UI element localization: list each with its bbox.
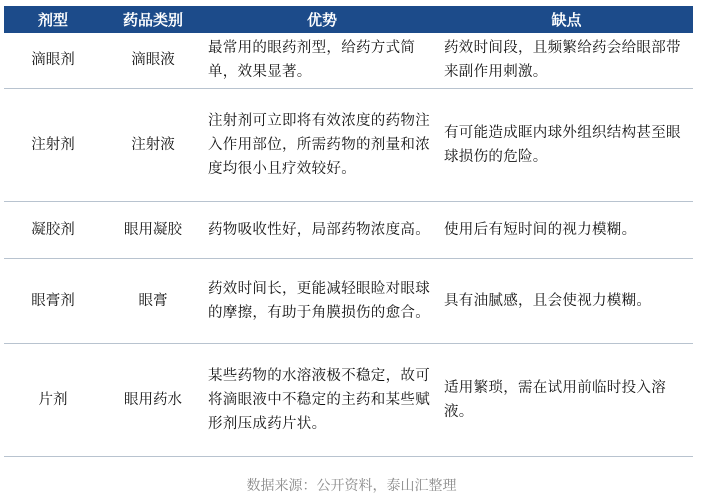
header-disadvantages: 缺点 xyxy=(551,11,582,29)
cell-advantages: 注射剂可立即将有效浓度的药物注入作用部位，所需药物的剂量和浓度均很小且疗效较好。 xyxy=(204,88,440,201)
dosage-form-table xyxy=(4,6,693,457)
cell-dosage-form: 滴眼剂 xyxy=(4,33,102,88)
cell-advantages: 最常用的眼药剂型，给药方式简单，效果显著。 xyxy=(204,33,440,88)
cell-dosage-form: 片剂 xyxy=(4,343,102,456)
cell-disadvantages: 适用繁琐，需在试用前临时投入溶液。 xyxy=(440,343,693,456)
table-row xyxy=(4,343,693,456)
cell-disadvantages: 具有油腻感，且会使视力模糊。 xyxy=(440,258,693,343)
table-row xyxy=(4,88,693,201)
header-drug-category: 药品类别 xyxy=(122,11,183,29)
header-advantages: 优势 xyxy=(306,11,337,29)
source-note: 数据来源：公开资料，泰山汇整理 xyxy=(246,478,457,494)
cell-drug-category: 滴眼液 xyxy=(102,33,204,88)
cell-disadvantages: 有可能造成眶内球外组织结构甚至眼球损伤的危险。 xyxy=(440,88,693,201)
cell-drug-category: 眼用凝胶 xyxy=(102,201,204,258)
cell-dosage-form: 眼膏剂 xyxy=(4,258,102,343)
cell-advantages: 药物吸收性好，局部药物浓度高。 xyxy=(204,201,440,258)
table-row xyxy=(4,258,693,343)
cell-advantages: 某些药物的水溶液极不稳定，故可将滴眼液中不稳定的主药和某些赋形剂压成药片状。 xyxy=(204,343,440,456)
table-header-row xyxy=(4,6,693,33)
table-row xyxy=(4,33,693,88)
cell-dosage-form: 凝胶剂 xyxy=(4,201,102,258)
cell-drug-category: 注射液 xyxy=(102,88,204,201)
table-row xyxy=(4,201,693,258)
cell-drug-category: 眼膏 xyxy=(102,258,204,343)
cell-advantages: 药效时间长，更能减轻眼睑对眼球的摩擦，有助于角膜损伤的愈合。 xyxy=(204,258,440,343)
cell-disadvantages: 使用后有短时间的视力模糊。 xyxy=(440,201,693,258)
cell-dosage-form: 注射剂 xyxy=(4,88,102,201)
cell-drug-category: 眼用药水 xyxy=(102,343,204,456)
cell-disadvantages: 药效时间段，且频繁给药会给眼部带来副作用刺激。 xyxy=(440,33,693,88)
header-dosage-form: 剂型 xyxy=(37,11,68,29)
